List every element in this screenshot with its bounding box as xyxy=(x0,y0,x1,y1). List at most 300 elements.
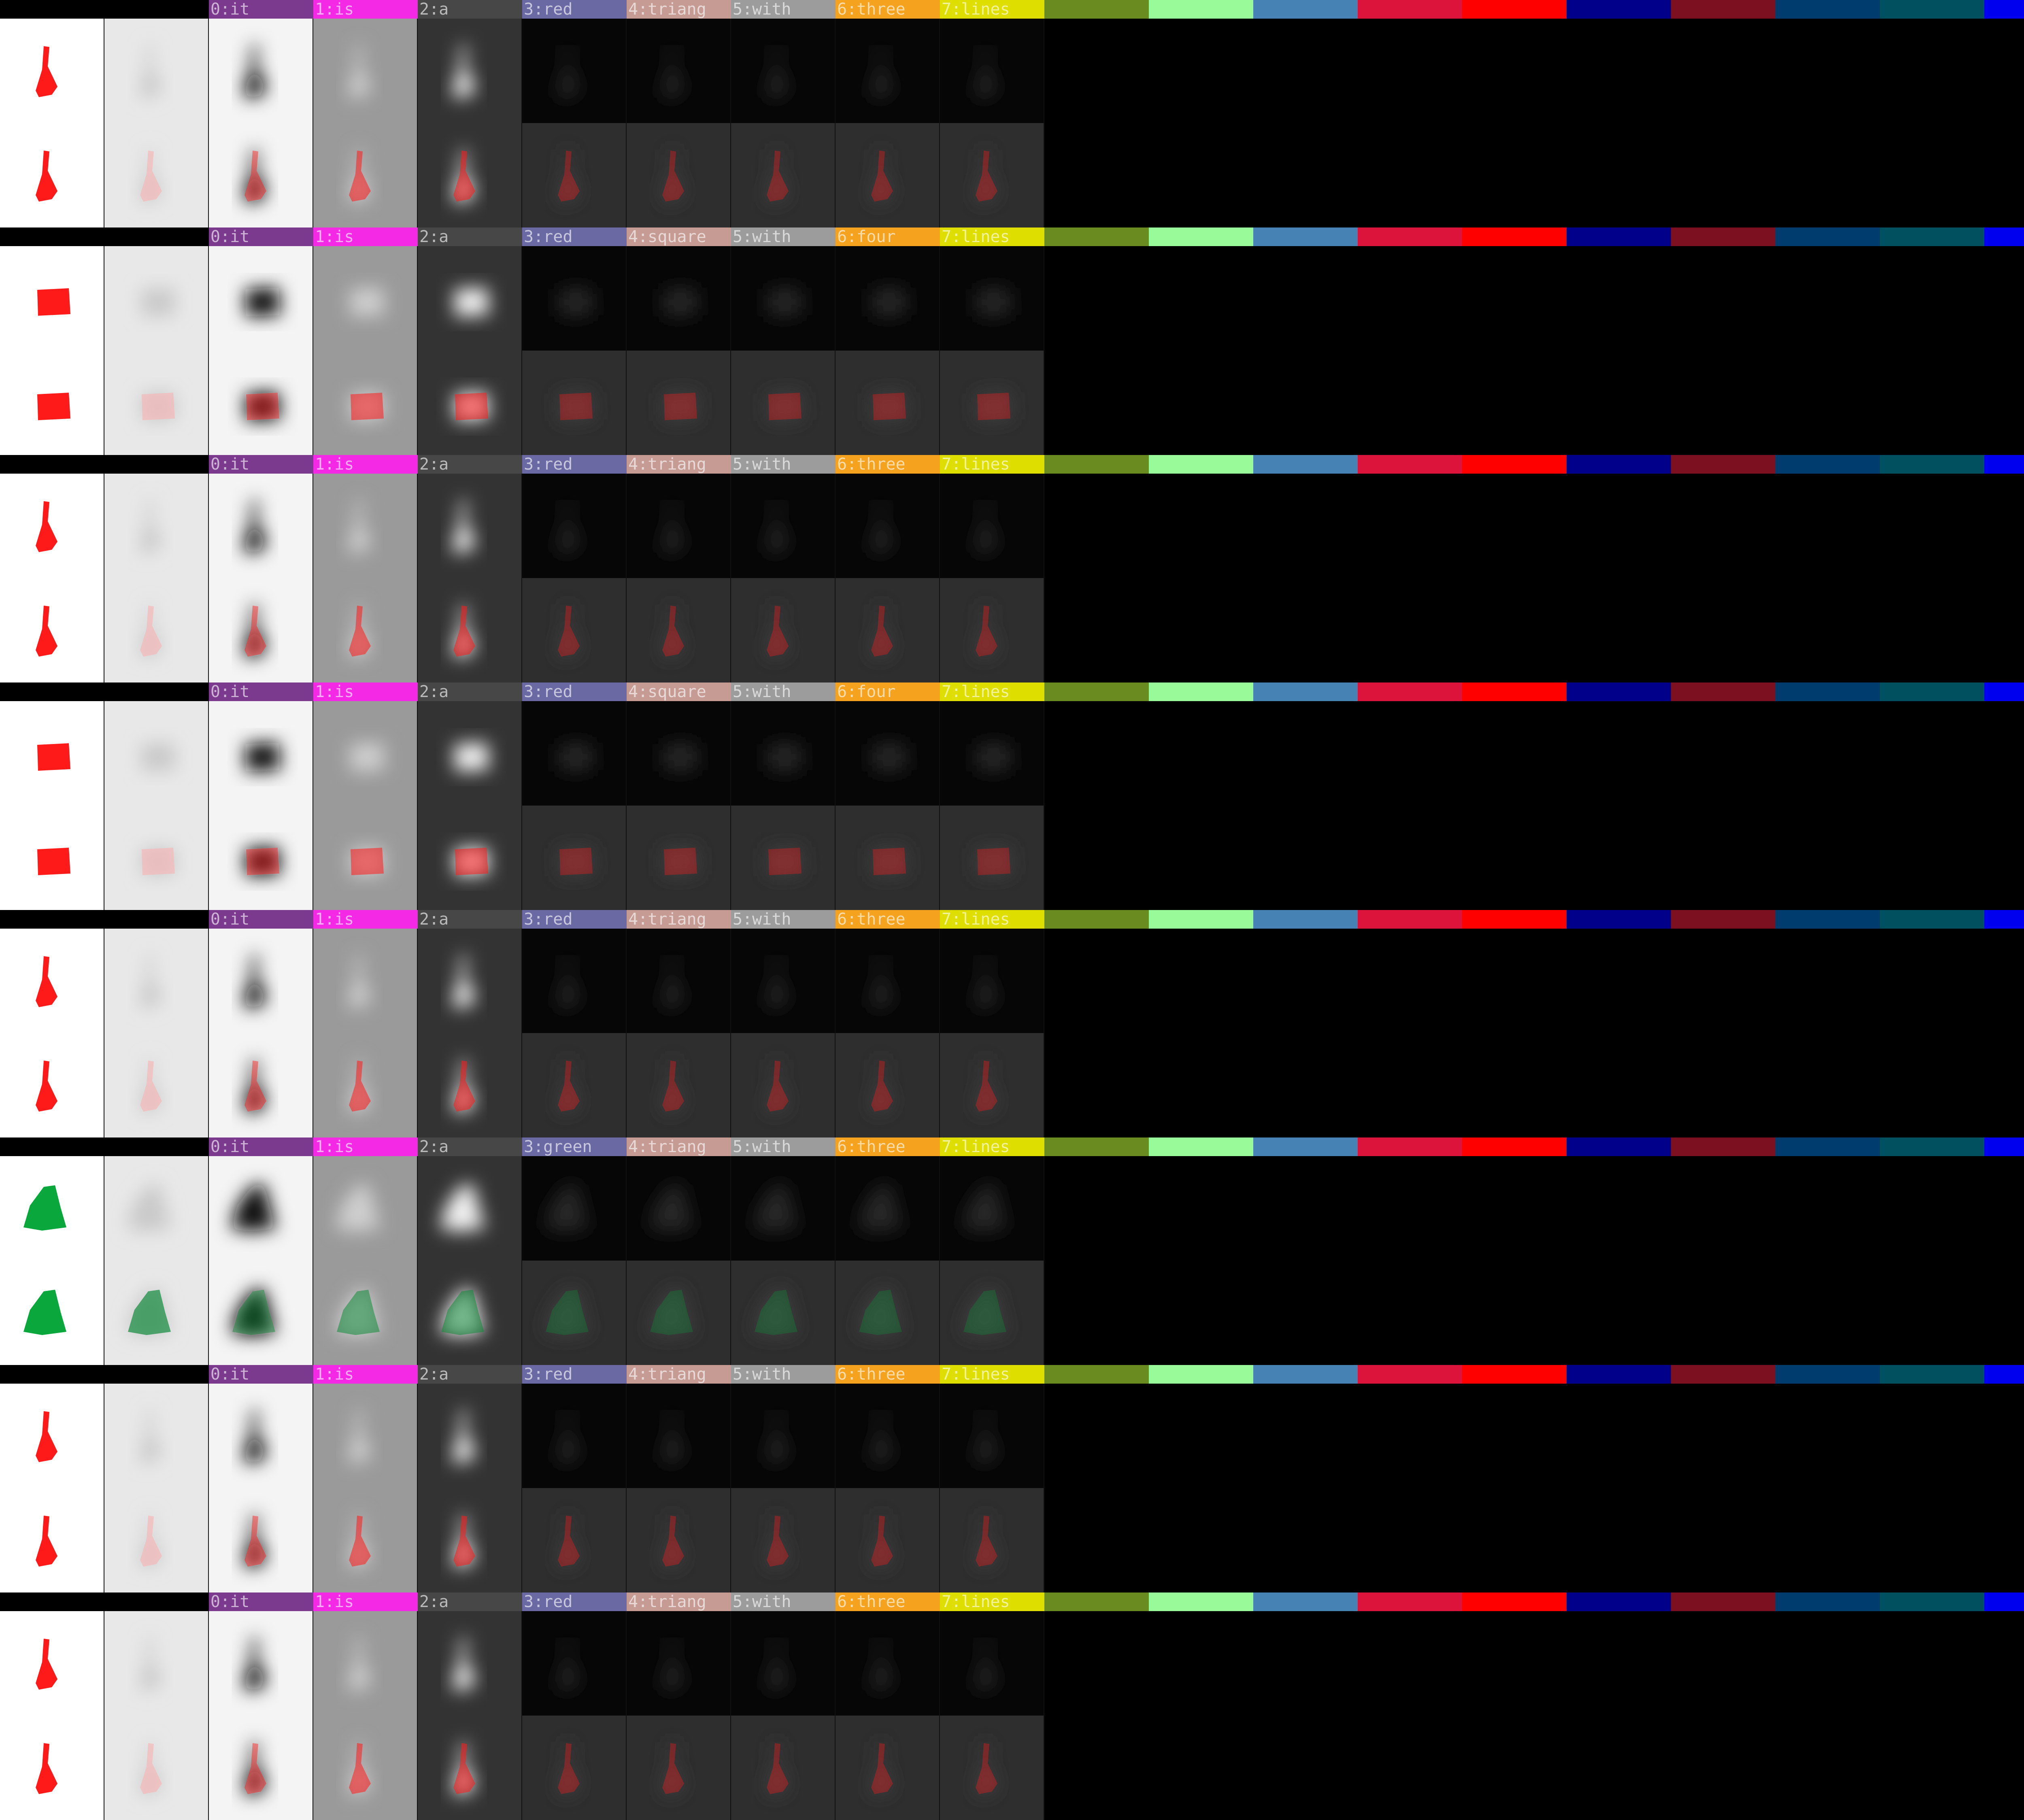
attention-tile xyxy=(209,246,313,351)
attention-tile xyxy=(0,1033,104,1138)
attention-tile xyxy=(418,1384,522,1488)
triangle-shape-image xyxy=(313,578,418,682)
square-shape-image xyxy=(940,806,1044,910)
square-shape-image xyxy=(104,806,209,910)
attention-tile xyxy=(418,1033,522,1138)
token-label: 6:three xyxy=(836,0,940,19)
triangle-shape-image xyxy=(836,474,940,578)
color-swatch xyxy=(1775,455,1880,474)
attention-tile xyxy=(627,1384,731,1488)
triangle-shape-image xyxy=(731,929,836,1033)
token-label: 4:triang xyxy=(627,0,731,19)
attention-tile xyxy=(209,929,313,1033)
triangle-shape-image xyxy=(104,1611,209,1716)
triangle-shape-image xyxy=(522,929,627,1033)
attention-tile xyxy=(627,701,731,806)
token-label: 4:triang xyxy=(627,455,731,474)
attention-tile xyxy=(731,19,836,123)
token-header-bar xyxy=(0,455,2024,474)
attention-tile xyxy=(104,1033,209,1138)
token-label: 4:square xyxy=(627,228,731,246)
attention-row-overlay xyxy=(0,1716,1044,1820)
attention-tile xyxy=(940,1156,1044,1261)
token-label: 5:with xyxy=(731,1592,836,1611)
token-label: 2:a xyxy=(418,682,522,701)
square-shape-image xyxy=(522,246,627,351)
square-shape-image xyxy=(104,351,209,455)
color-swatch xyxy=(1984,0,2024,19)
triangle-shape-image xyxy=(104,1716,209,1820)
token-header-bar xyxy=(0,1592,2024,1611)
token-header-bar xyxy=(0,1138,2024,1156)
color-swatch xyxy=(1462,228,1567,246)
triangle-shape-image xyxy=(104,19,209,123)
triangle-shape-image xyxy=(940,1488,1044,1592)
attention-tile xyxy=(836,123,940,228)
attention-tile xyxy=(313,806,418,910)
attention-tile xyxy=(418,474,522,578)
triangle-shape-image xyxy=(940,1716,1044,1820)
token-label: 0:it xyxy=(209,1592,313,1611)
triangle-shape-image xyxy=(731,578,836,682)
attention-tile xyxy=(104,1156,209,1261)
attention-tile xyxy=(104,1488,209,1592)
green-shape-image xyxy=(418,1156,522,1261)
token-header-bar xyxy=(0,228,2024,246)
color-swatch xyxy=(1149,1138,1253,1156)
attention-tile xyxy=(940,19,1044,123)
attention-tile xyxy=(940,1488,1044,1592)
attention-row-raw xyxy=(0,246,1044,351)
attention-tile xyxy=(731,1261,836,1365)
triangle-shape-image xyxy=(627,578,731,682)
sample-block xyxy=(0,455,2024,682)
attention-tile xyxy=(940,701,1044,806)
attention-tile xyxy=(209,19,313,123)
color-swatch xyxy=(1044,1138,1149,1156)
attention-tile xyxy=(209,1716,313,1820)
attention-tile xyxy=(731,1033,836,1138)
triangle-shape-image xyxy=(313,1384,418,1488)
attention-tile xyxy=(522,1488,627,1592)
color-swatch xyxy=(1984,1138,2024,1156)
color-swatch xyxy=(1984,910,2024,929)
color-swatch xyxy=(1358,455,1462,474)
square-shape-image xyxy=(418,351,522,455)
color-swatch xyxy=(1880,1592,1984,1611)
green-shape-image xyxy=(522,1261,627,1365)
attention-tile xyxy=(627,1611,731,1716)
attention-tile xyxy=(522,929,627,1033)
color-swatch xyxy=(1671,910,1775,929)
attention-tile xyxy=(731,701,836,806)
attention-tile xyxy=(0,1488,104,1592)
token-label: 1:is xyxy=(313,0,418,19)
triangle-shape-image xyxy=(313,1611,418,1716)
attention-tile xyxy=(836,1156,940,1261)
color-swatch xyxy=(1984,1365,2024,1384)
square-shape-image xyxy=(627,246,731,351)
square-shape-image xyxy=(522,351,627,455)
color-swatch xyxy=(1462,455,1567,474)
triangle-shape-image xyxy=(836,1611,940,1716)
attention-tile xyxy=(731,474,836,578)
triangle-shape-image xyxy=(209,1488,313,1592)
triangle-shape-image xyxy=(522,1384,627,1488)
color-swatch xyxy=(1044,0,1149,19)
triangle-shape-image xyxy=(209,19,313,123)
color-swatch xyxy=(1567,1592,1671,1611)
green-shape-image xyxy=(627,1261,731,1365)
square-shape-image xyxy=(836,246,940,351)
color-swatch xyxy=(1253,455,1358,474)
triangle-shape-image xyxy=(0,19,104,123)
attention-tile xyxy=(209,578,313,682)
triangle-shape-image xyxy=(104,1488,209,1592)
attention-tile xyxy=(104,1384,209,1488)
green-shape-image xyxy=(313,1156,418,1261)
color-swatch xyxy=(1044,455,1149,474)
attention-tile xyxy=(0,1156,104,1261)
attention-tile xyxy=(940,351,1044,455)
token-label: 7:lines xyxy=(940,1592,1044,1611)
attention-tile xyxy=(836,474,940,578)
attention-tile xyxy=(0,474,104,578)
color-swatch xyxy=(1044,228,1149,246)
triangle-shape-image xyxy=(836,1384,940,1488)
attention-tile xyxy=(104,246,209,351)
square-shape-image xyxy=(209,701,313,806)
triangle-shape-image xyxy=(522,1716,627,1820)
color-swatch xyxy=(1984,455,2024,474)
green-shape-image xyxy=(940,1261,1044,1365)
color-swatch xyxy=(1567,1365,1671,1384)
color-swatch xyxy=(1462,682,1567,701)
color-swatch xyxy=(1149,0,1253,19)
triangle-shape-image xyxy=(522,1033,627,1138)
color-swatch xyxy=(1567,228,1671,246)
attention-row-raw xyxy=(0,19,1044,123)
token-label: 0:it xyxy=(209,910,313,929)
token-label: 3:green xyxy=(522,1138,627,1156)
attention-tile xyxy=(418,1261,522,1365)
token-label: 7:lines xyxy=(940,1138,1044,1156)
color-swatch xyxy=(1671,682,1775,701)
attention-tile xyxy=(522,1384,627,1488)
triangle-shape-image xyxy=(104,578,209,682)
green-shape-image xyxy=(313,1261,418,1365)
attention-tile xyxy=(418,701,522,806)
attention-tile xyxy=(104,701,209,806)
triangle-shape-image xyxy=(313,123,418,228)
square-shape-image xyxy=(209,246,313,351)
triangle-shape-image xyxy=(836,123,940,228)
triangle-shape-image xyxy=(940,1033,1044,1138)
attention-tile xyxy=(940,246,1044,351)
attention-row-raw xyxy=(0,1156,1044,1261)
token-label: 6:four xyxy=(836,228,940,246)
square-shape-image xyxy=(940,246,1044,351)
attention-tile xyxy=(627,1156,731,1261)
triangle-shape-image xyxy=(313,1488,418,1592)
green-shape-image xyxy=(209,1156,313,1261)
sample-block xyxy=(0,682,2024,910)
token-label: 2:a xyxy=(418,1138,522,1156)
triangle-shape-image xyxy=(627,1033,731,1138)
attention-tile xyxy=(209,1611,313,1716)
attention-row-overlay xyxy=(0,806,1044,910)
attention-tile xyxy=(104,474,209,578)
attention-tile xyxy=(313,1611,418,1716)
triangle-shape-image xyxy=(418,1033,522,1138)
attention-tile xyxy=(627,19,731,123)
sample-block xyxy=(0,228,2024,455)
attention-tile xyxy=(731,351,836,455)
attention-tile xyxy=(836,351,940,455)
attention-tile xyxy=(313,1716,418,1820)
attention-tile xyxy=(209,123,313,228)
triangle-shape-image xyxy=(104,1033,209,1138)
color-swatch xyxy=(1775,1592,1880,1611)
color-swatch xyxy=(1358,1365,1462,1384)
attention-tile xyxy=(209,701,313,806)
attention-tile xyxy=(209,1156,313,1261)
color-swatch xyxy=(1671,1138,1775,1156)
color-swatch xyxy=(1044,910,1149,929)
attention-tile xyxy=(209,1488,313,1592)
color-swatch xyxy=(1253,1592,1358,1611)
triangle-shape-image xyxy=(731,1384,836,1488)
color-swatch xyxy=(1358,1138,1462,1156)
attention-tile xyxy=(627,1033,731,1138)
attention-tile xyxy=(313,1156,418,1261)
attention-tile xyxy=(940,1261,1044,1365)
token-label: 1:is xyxy=(313,1138,418,1156)
token-label: 6:three xyxy=(836,455,940,474)
attention-tile xyxy=(522,701,627,806)
token-label: 4:triang xyxy=(627,1365,731,1384)
attention-tile xyxy=(940,1033,1044,1138)
token-label: 2:a xyxy=(418,0,522,19)
attention-tile xyxy=(627,351,731,455)
attention-tile xyxy=(836,929,940,1033)
attention-tile xyxy=(940,123,1044,228)
attention-tile xyxy=(313,1488,418,1592)
color-swatch xyxy=(1253,228,1358,246)
attention-tile xyxy=(731,246,836,351)
token-label: 5:with xyxy=(731,1138,836,1156)
green-shape-image xyxy=(522,1156,627,1261)
token-label: 4:triang xyxy=(627,1592,731,1611)
color-swatch xyxy=(1358,1592,1462,1611)
attention-tile xyxy=(209,1384,313,1488)
triangle-shape-image xyxy=(418,1611,522,1716)
triangle-shape-image xyxy=(418,19,522,123)
color-swatch xyxy=(1671,1592,1775,1611)
attention-tile xyxy=(418,123,522,228)
attention-tile xyxy=(836,806,940,910)
triangle-shape-image xyxy=(0,1033,104,1138)
green-shape-image xyxy=(627,1156,731,1261)
attention-tile xyxy=(522,578,627,682)
triangle-shape-image xyxy=(104,123,209,228)
color-swatch xyxy=(1567,1138,1671,1156)
sample-block xyxy=(0,1592,2024,1820)
triangle-shape-image xyxy=(0,1384,104,1488)
attention-tile xyxy=(104,1261,209,1365)
triangle-shape-image xyxy=(104,929,209,1033)
attention-tile xyxy=(522,123,627,228)
token-label: 3:red xyxy=(522,455,627,474)
color-swatch xyxy=(1671,1365,1775,1384)
square-shape-image xyxy=(418,246,522,351)
header-spacer xyxy=(0,0,209,19)
color-swatch xyxy=(1358,682,1462,701)
attention-tile xyxy=(418,1156,522,1261)
token-label: 0:it xyxy=(209,228,313,246)
triangle-shape-image xyxy=(522,474,627,578)
attention-tile xyxy=(313,701,418,806)
attention-tile xyxy=(731,123,836,228)
attention-tile xyxy=(836,19,940,123)
color-swatch xyxy=(1880,1138,1984,1156)
token-label: 5:with xyxy=(731,910,836,929)
attention-tile xyxy=(731,1716,836,1820)
attention-row-overlay xyxy=(0,1033,1044,1138)
attention-tile xyxy=(836,1488,940,1592)
triangle-shape-image xyxy=(836,578,940,682)
triangle-shape-image xyxy=(940,19,1044,123)
color-swatch xyxy=(1149,228,1253,246)
green-shape-image xyxy=(104,1261,209,1365)
token-label: 3:red xyxy=(522,682,627,701)
header-spacer xyxy=(0,682,209,701)
token-label: 0:it xyxy=(209,682,313,701)
green-shape-image xyxy=(418,1261,522,1365)
attention-tile xyxy=(313,123,418,228)
token-label: 1:is xyxy=(313,228,418,246)
triangle-shape-image xyxy=(731,19,836,123)
attention-tile xyxy=(313,474,418,578)
attention-row-raw xyxy=(0,929,1044,1033)
triangle-shape-image xyxy=(731,1033,836,1138)
color-swatch xyxy=(1149,1592,1253,1611)
square-shape-image xyxy=(627,351,731,455)
color-swatch xyxy=(1358,228,1462,246)
attention-tile xyxy=(418,929,522,1033)
square-shape-image xyxy=(418,701,522,806)
token-label: 0:it xyxy=(209,1138,313,1156)
color-swatch xyxy=(1775,228,1880,246)
attention-row-raw xyxy=(0,474,1044,578)
square-shape-image xyxy=(731,351,836,455)
triangle-shape-image xyxy=(731,1716,836,1820)
token-label: 6:three xyxy=(836,1592,940,1611)
attention-tile xyxy=(0,123,104,228)
square-shape-image xyxy=(836,806,940,910)
token-header-bar xyxy=(0,0,2024,19)
triangle-shape-image xyxy=(418,929,522,1033)
green-shape-image xyxy=(731,1156,836,1261)
attention-tile xyxy=(104,351,209,455)
color-swatch xyxy=(1880,910,1984,929)
token-label: 4:square xyxy=(627,682,731,701)
color-swatch xyxy=(1775,1365,1880,1384)
color-swatch xyxy=(1253,0,1358,19)
triangle-shape-image xyxy=(209,929,313,1033)
attention-tile xyxy=(313,19,418,123)
green-shape-image xyxy=(0,1261,104,1365)
token-label: 3:red xyxy=(522,1592,627,1611)
attention-tile xyxy=(627,123,731,228)
triangle-shape-image xyxy=(940,929,1044,1033)
color-swatch xyxy=(1775,0,1880,19)
color-swatch xyxy=(1462,910,1567,929)
token-label: 2:a xyxy=(418,910,522,929)
token-label: 1:is xyxy=(313,682,418,701)
triangle-shape-image xyxy=(418,1384,522,1488)
triangle-shape-image xyxy=(313,1033,418,1138)
attention-row-overlay xyxy=(0,123,1044,228)
triangle-shape-image xyxy=(209,474,313,578)
triangle-shape-image xyxy=(313,474,418,578)
color-swatch xyxy=(1253,1138,1358,1156)
token-label: 1:is xyxy=(313,910,418,929)
attention-tile xyxy=(104,123,209,228)
header-spacer xyxy=(0,228,209,246)
square-shape-image xyxy=(731,701,836,806)
triangle-shape-image xyxy=(522,578,627,682)
triangle-shape-image xyxy=(418,1716,522,1820)
token-label: 0:it xyxy=(209,1365,313,1384)
color-swatch xyxy=(1149,1365,1253,1384)
attention-tile xyxy=(418,1488,522,1592)
attention-tile xyxy=(313,351,418,455)
header-spacer xyxy=(0,1138,209,1156)
attention-tile xyxy=(0,246,104,351)
attention-tile xyxy=(418,246,522,351)
attention-tile xyxy=(104,19,209,123)
attention-tile xyxy=(522,19,627,123)
triangle-shape-image xyxy=(627,123,731,228)
attention-tile xyxy=(836,578,940,682)
attention-row-overlay xyxy=(0,351,1044,455)
square-shape-image xyxy=(418,806,522,910)
color-swatch xyxy=(1671,0,1775,19)
attention-tile xyxy=(0,351,104,455)
color-swatch xyxy=(1462,1365,1567,1384)
triangle-shape-image xyxy=(313,929,418,1033)
color-swatch xyxy=(1880,0,1984,19)
attention-tile xyxy=(104,806,209,910)
color-swatch xyxy=(1775,1138,1880,1156)
triangle-shape-image xyxy=(209,578,313,682)
attention-tile xyxy=(0,929,104,1033)
token-label: 0:it xyxy=(209,0,313,19)
green-shape-image xyxy=(209,1261,313,1365)
triangle-shape-image xyxy=(836,1033,940,1138)
attention-row-overlay xyxy=(0,1488,1044,1592)
header-spacer xyxy=(0,1592,209,1611)
color-swatch xyxy=(1567,0,1671,19)
triangle-shape-image xyxy=(313,19,418,123)
attention-tile xyxy=(627,806,731,910)
attention-tile xyxy=(940,1716,1044,1820)
attention-tile xyxy=(836,1611,940,1716)
attention-tile xyxy=(836,1033,940,1138)
attention-tile xyxy=(418,578,522,682)
triangle-shape-image xyxy=(209,1384,313,1488)
